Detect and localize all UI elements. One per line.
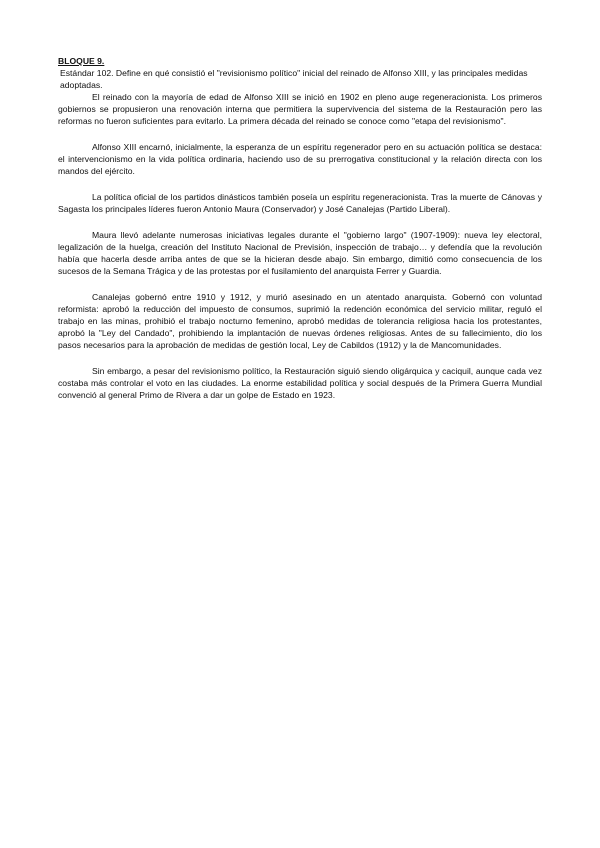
paragraph-gap <box>58 277 542 291</box>
document-body <box>58 55 542 401</box>
block-title: BLOQUE 9. <box>58 56 105 66</box>
paragraph-gap <box>58 351 542 365</box>
paragraph-canalejas: Canalejas gobernó entre 1910 y 1912, y murió asesinado en un atentado anarquista. Gobernó con voluntad reformista: aprobó la reducción del impuesto de consumos, suprimió la redención económica del servicio militar, reguló el trabajo en las minas, prohibió el trabajo nocturno femenino, aprobó medidas de tolerancia religiosa hacia los protestantes, aprobó la "Ley del Candado", prohibiendo la implantación de nuevas órdenes religiosas. Antes de su fallecimiento, dio los pasos necesarios para la aprobación de medidas de gestión local, Ley de Cabildos (1912) y la de Mancomunidades. <box>58 292 542 350</box>
paragraph-alfonso: Alfonso XIII encarnó, inicialmente, la esperanza de un espíritu regenerador pero en su actuación política se destaca: el intervencionismo en la vida política ordinaria, haciendo uso de su prerrogativa constitucional y la relación directa con los mandos del ejército. <box>58 142 542 176</box>
paragraph-maura: Maura llevó adelante numerosas iniciativas legales durante el "gobierno largo" (1907-1909): nueva ley electoral, legalización de la huelga, creación del Instituto Nacional de Previsión, inspección de trabajo… y defendía que la revolución había que hacerla desde arriba antes de que se la hicieran desde abajo. Sin embargo, dimitió como consecuencia de los sucesos de la Semana Trágica y de las protestas por el fusilamiento del anarquista Ferrer y Guardia. <box>58 230 542 276</box>
paragraph-gap <box>58 177 542 191</box>
paragraph-conclusion: Sin embargo, a pesar del revisionismo político, la Restauración siguió siendo oligárquica y caciquil, aunque cada vez costaba más controlar el voto en las ciudades. La enorme estabilidad política y social después de la Primera Guerra Mundial convenció al general Primo de Rivera a dar un golpe de Estado en 1923. <box>58 366 542 400</box>
standard-statement: Estándar 102. Define en qué consistió el "revisionismo político" inicial del reinado de Alfonso XIII, y las principales medidas adoptadas. <box>60 68 528 90</box>
paragraph-reign-start: El reinado con la mayoría de edad de Alfonso XIII se inició en 1902 en pleno auge regeneracionista. Los primeros gobiernos se propusieron una renovación interna que permitiera la supervivencia del sistema de la Restauración pero las reformas no fueron suficientes para evitarlo. La primera década del reinado se conoce como "etapa del revisionismo". <box>58 92 542 126</box>
paragraph-gap <box>58 127 542 141</box>
paragraph-parties: La política oficial de los partidos dinásticos también poseía un espíritu regeneracionista. Tras la muerte de Cánovas y Sagasta los principales líderes fueron Antonio Maura (Conservador) y José Canalejas (Partido Liberal). <box>58 192 542 214</box>
paragraph-gap <box>58 215 542 229</box>
